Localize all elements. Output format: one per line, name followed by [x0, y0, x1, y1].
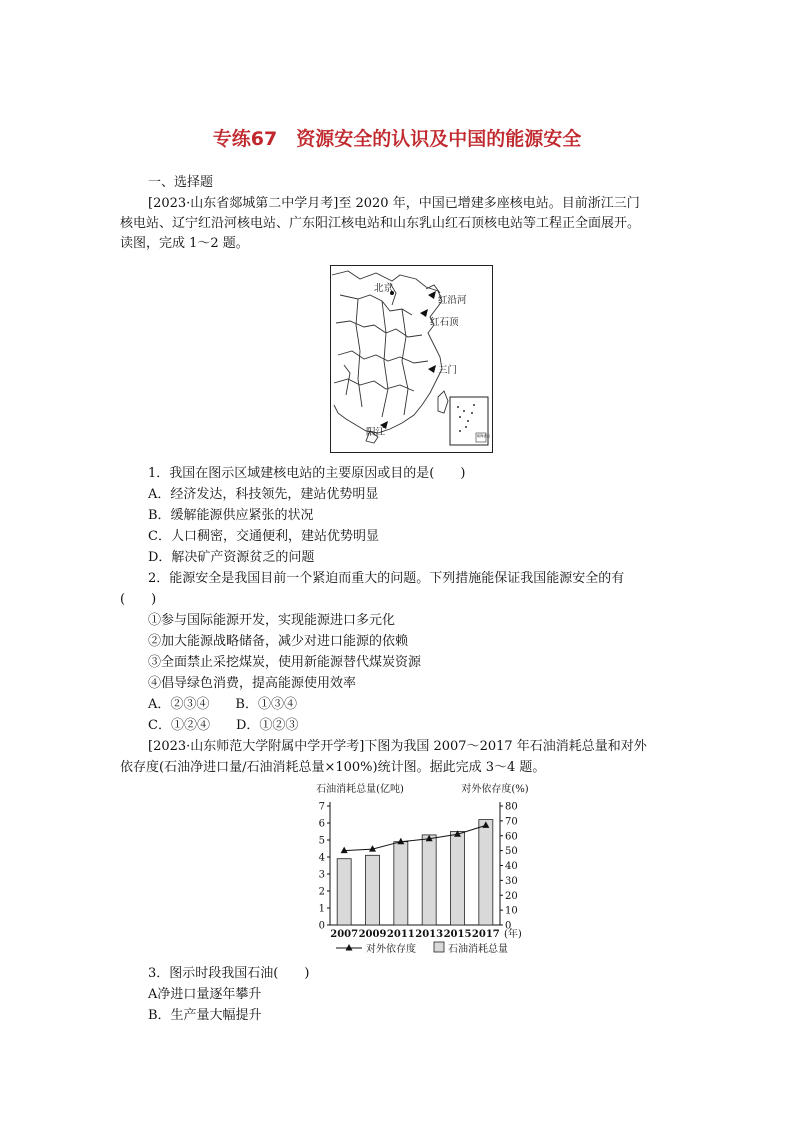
oil-consumption-chart	[300, 780, 560, 960]
map-label-yangjiang: 阳江	[366, 427, 386, 438]
x-tick-label: 2007	[330, 929, 359, 940]
q2-item-1: ①参与国际能源开发，实现能源进口多元化	[148, 613, 396, 628]
q2-item-3: ③全面禁止采挖煤炭，使用新能源替代煤炭资源	[148, 655, 422, 670]
q2-stem-line1: 2．能源安全是我国目前一个紧迫而重大的问题。下列措施能保证我国能源安全的有	[148, 571, 625, 586]
bar-oil-consumption	[337, 859, 351, 925]
q2-options-row1: A．②③④ B．①③④	[148, 697, 297, 712]
legend-triangle-swatch	[346, 944, 353, 951]
map-label-beijing: 北京	[374, 283, 394, 294]
left-tick-label: 7	[318, 801, 325, 813]
map-label-hongyanhe: 红沿河	[438, 295, 467, 306]
x-unit-label: (年)	[504, 929, 522, 940]
right-axis-title: 对外依存度(%)	[461, 784, 529, 795]
q1-option-c: C．人口稠密，交通便利，建站优势明显	[148, 529, 379, 544]
q3-option-b: B．生产量大幅提升	[148, 1008, 262, 1023]
right-tick-label: 60	[505, 831, 518, 843]
q1-option-d: D．解决矿产资源贫乏的问题	[148, 550, 315, 565]
legend-bar-swatch	[434, 942, 444, 952]
x-tick-label: 2015	[443, 929, 472, 940]
q2-item-4: ④倡导绿色消费，提高能源使用效率	[148, 676, 357, 691]
left-tick-label: 0	[318, 920, 325, 932]
q1-stem: 1．我国在图示区域建核电站的主要原因或目的是( )	[148, 466, 466, 481]
bar-oil-consumption	[366, 855, 380, 925]
intro2-line2: 依存度(石油净进口量/石油消耗总量×100%)统计图。据此完成 3～4 题。	[120, 760, 546, 775]
right-tick-label: 10	[505, 905, 518, 917]
left-tick-label: 2	[318, 886, 325, 898]
bar-oil-consumption	[394, 842, 408, 925]
left-axis-title: 石油消耗总量(亿吨)	[316, 784, 404, 795]
bar-oil-consumption	[479, 820, 493, 925]
x-tick-label: 2013	[415, 929, 444, 940]
q1-option-a: A．经济发达，科技领先，建站优势明显	[148, 487, 379, 502]
bar-oil-consumption	[422, 835, 436, 925]
left-tick-label: 3	[318, 869, 325, 881]
x-tick-label: 2009	[358, 929, 387, 940]
map-label-sanmen: 三门	[438, 365, 458, 376]
nuclear-plant-map	[330, 265, 493, 453]
page-title: 专练67 资源安全的认识及中国的能源安全	[212, 128, 582, 150]
bar-oil-consumption	[451, 832, 465, 926]
x-tick-label: 2011	[386, 929, 415, 940]
q3-stem: 3．图示时段我国石油( )	[148, 966, 310, 981]
right-tick-label: 30	[505, 875, 518, 887]
left-tick-label: 4	[318, 852, 325, 864]
q2-item-2: ②加大能源战略储备，减少对进口能源的依赖	[148, 634, 409, 649]
left-tick-label: 6	[318, 818, 325, 830]
south-china-sea-inset	[450, 397, 491, 445]
map-label-hongshiding: 红石顶	[430, 317, 459, 328]
q2-stem-line2: ( )	[120, 592, 157, 607]
right-tick-label: 20	[505, 890, 518, 902]
point-dependence	[341, 847, 348, 854]
intro1-line1: [2023·山东省郯城第二中学月考]至 2020 年，中国已增建多座核电站。目前浙江三门	[148, 196, 640, 211]
left-tick-label: 5	[318, 835, 325, 847]
intro1-line3: 读图，完成 1～2 题。	[120, 236, 249, 251]
right-tick-label: 40	[505, 861, 518, 872]
right-tick-label: 0	[505, 920, 512, 932]
right-tick-label: 50	[505, 846, 518, 858]
x-tick-label: 2017	[471, 929, 500, 940]
left-tick-label: 1	[318, 903, 325, 915]
intro2-line1: [2023·山东师范大学附属中学开学考]下图为我国 2007～2017 年石油消耗总量和对外	[148, 739, 647, 754]
q3-option-a: A净进口量逐年攀升	[148, 987, 262, 1002]
legend-label-dependence: 对外依存度	[366, 944, 416, 955]
right-tick-label: 70	[505, 816, 518, 828]
q1-option-b: B．缓解能源供应紧张的状况	[148, 508, 314, 523]
intro1-line2: 核电站、辽宁红沿河核电站、广东阳江核电站和山东乳山红石顶核电站等工程正全面展开。	[120, 216, 641, 231]
q2-options-row2: C．①②④ D．①②③	[148, 718, 299, 733]
section-heading: 一、选择题	[148, 175, 214, 190]
right-tick-label: 80	[505, 801, 518, 813]
legend-label-consumption: 石油消耗总量	[448, 944, 508, 955]
inset-label: 南海诸岛	[476, 434, 491, 438]
